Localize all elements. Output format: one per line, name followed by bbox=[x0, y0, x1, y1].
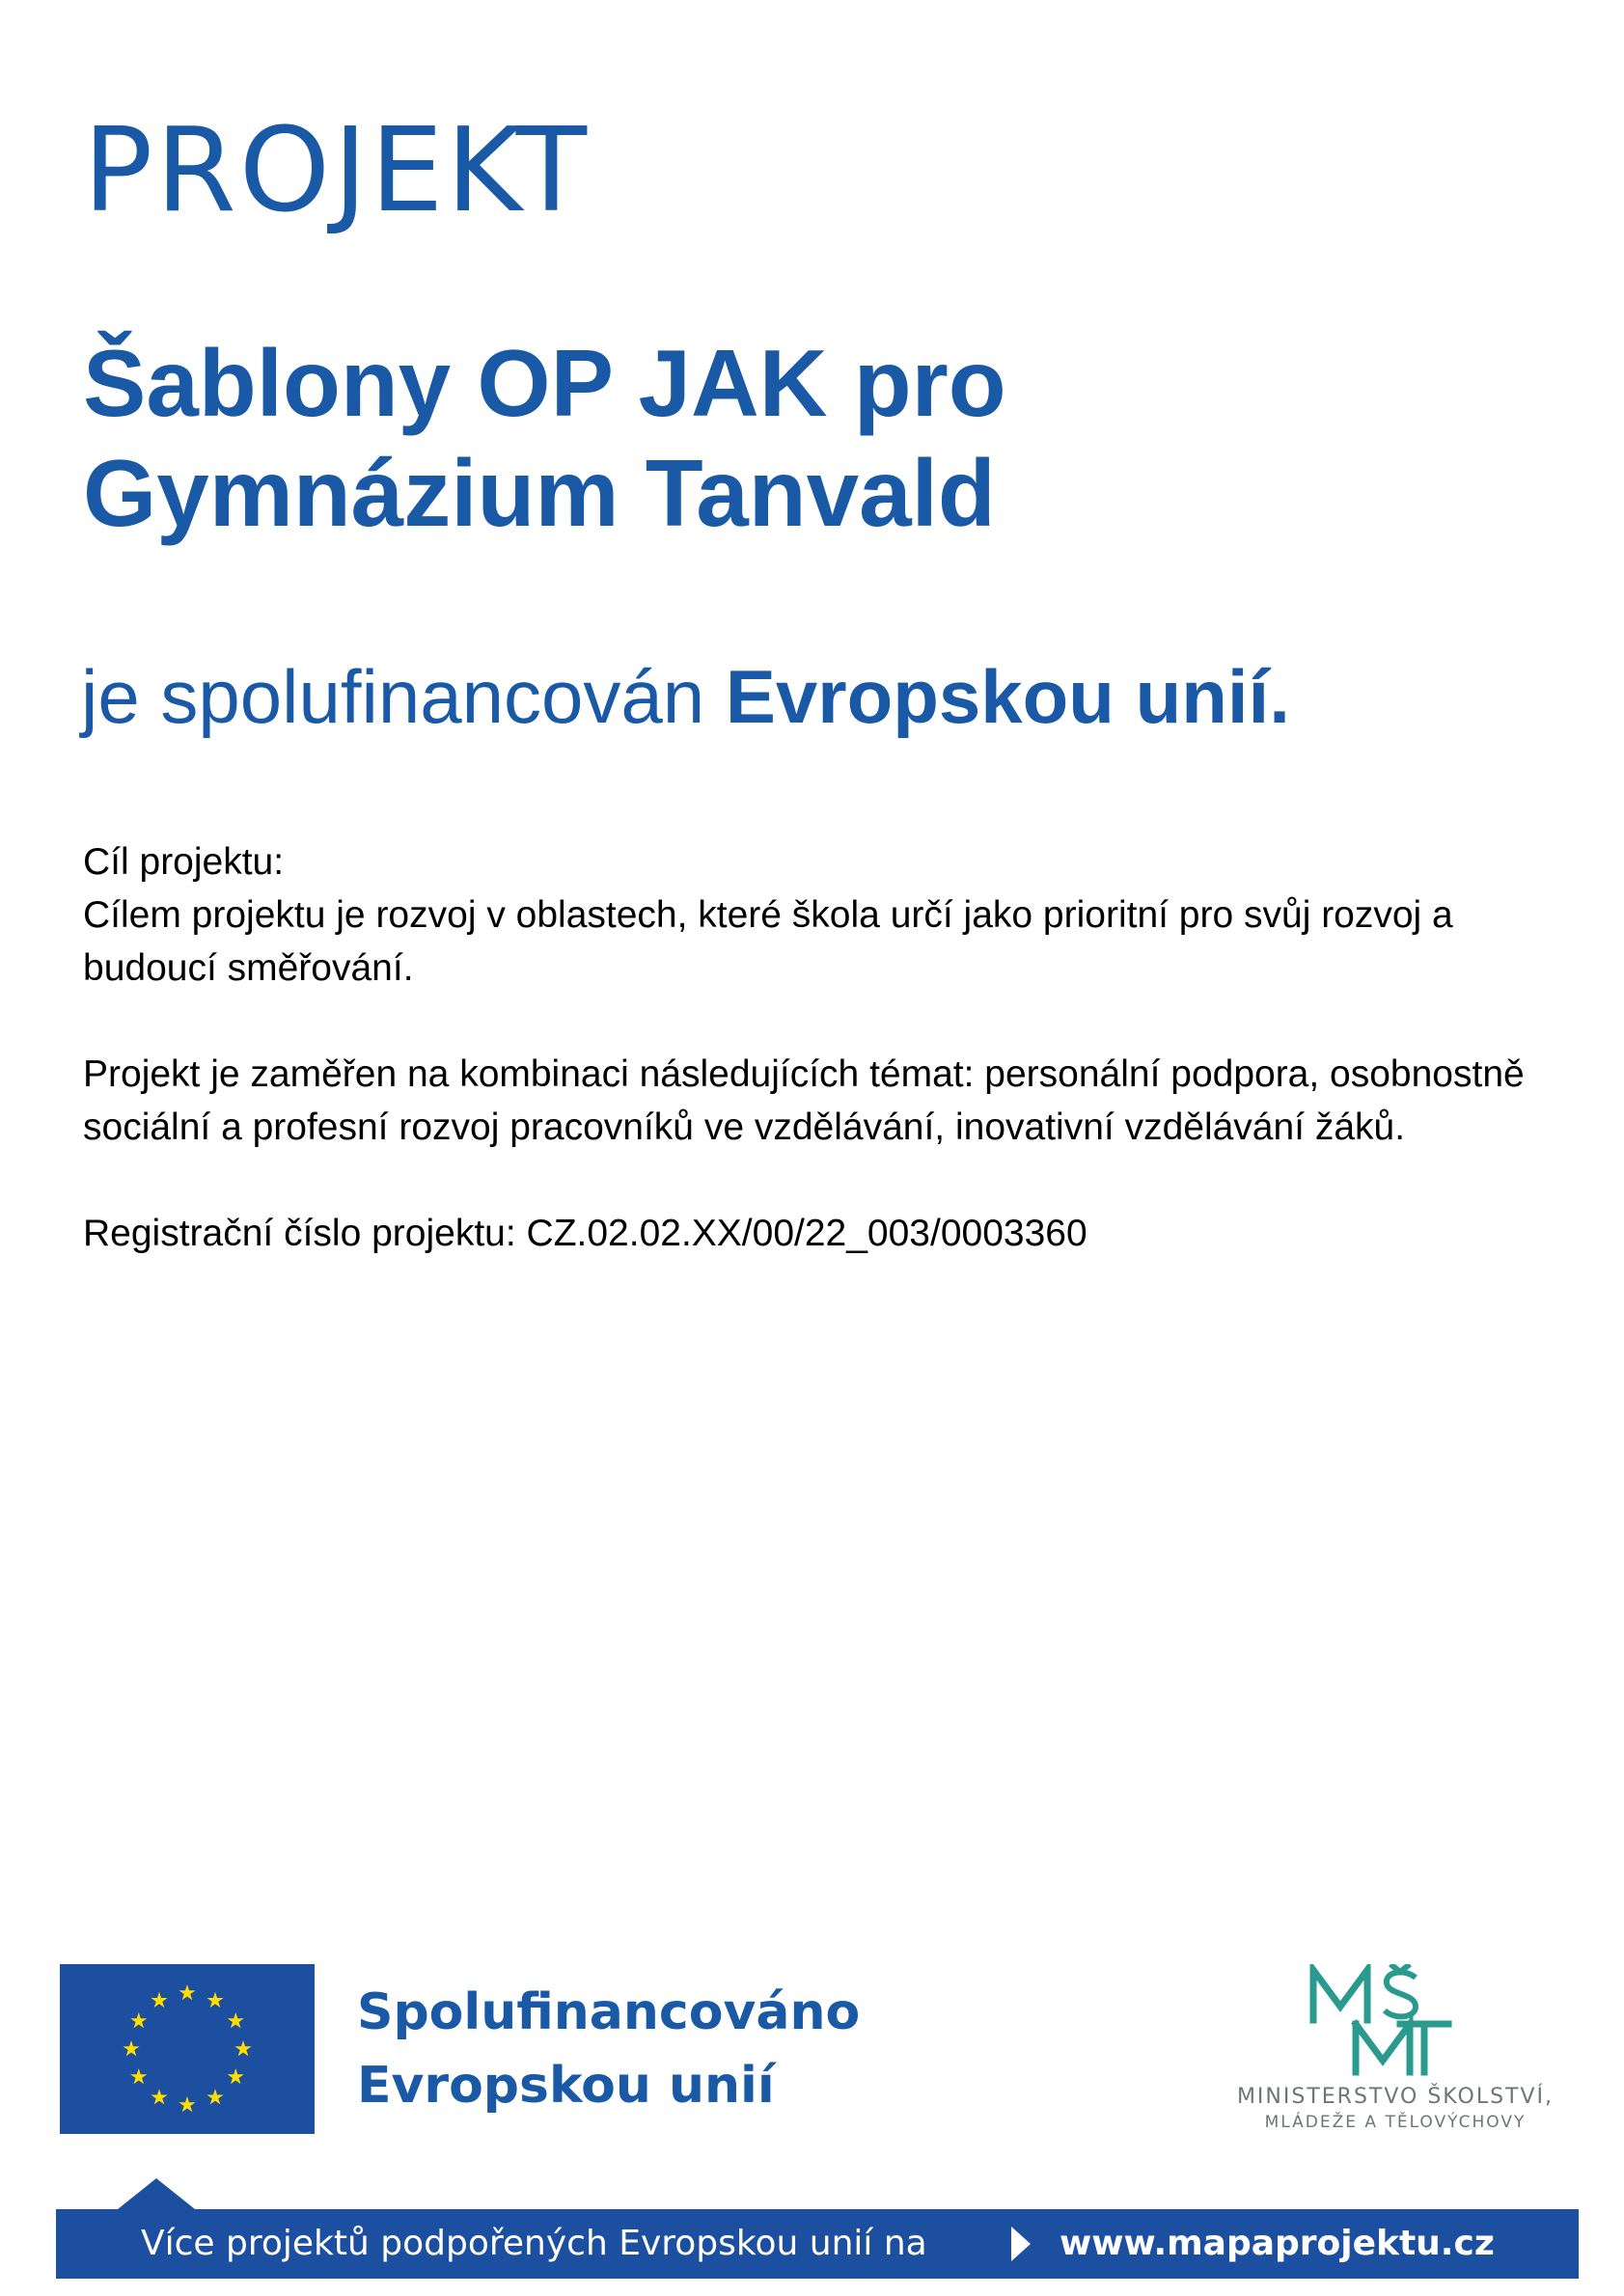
eu-star-icon bbox=[130, 2068, 147, 2084]
eu-star-icon bbox=[206, 2089, 223, 2104]
topics-text: Projekt je zaměřen na kombinaci následujících témat: personální podpora, osobnostně sociální a profesní rozvoj pracovníků ve vzdělávání, inovativní vzdělávání žáků. bbox=[83, 1053, 1525, 1148]
msmt-logo-icon bbox=[1307, 1964, 1452, 2078]
registration-number: Registrační číslo projektu: CZ.02.02.XX/00/22_003/0003360 bbox=[83, 1213, 1087, 1254]
goal-text: Cílem projektu je rozvoj v oblastech, které škola určí jako prioritní pro svůj rozvoj a budoucí směřování. bbox=[83, 894, 1453, 989]
banner-url-link[interactable]: www.mapaprojektu.cz bbox=[1060, 2224, 1495, 2263]
eu-flag-stars bbox=[60, 1964, 315, 2134]
eu-star-icon bbox=[206, 1992, 223, 2008]
eu-star-icon bbox=[234, 2040, 251, 2056]
cofinancing-statement-bold: Evropskou unií. bbox=[725, 654, 1290, 739]
cofinancing-statement-regular: je spolufinancován bbox=[81, 654, 726, 739]
ministry-name bbox=[1212, 2084, 1579, 2134]
cofinancing-statement bbox=[81, 650, 1290, 743]
eu-cofunded-line2: Evropskou unií bbox=[357, 2057, 775, 2115]
banner-tab bbox=[118, 2178, 195, 2209]
eu-star-icon bbox=[179, 1984, 195, 2000]
ministry-name-line2: MLÁDEŽE A TĚLOVÝCHOVY bbox=[1264, 2113, 1527, 2132]
play-arrow-icon bbox=[1009, 2227, 1032, 2261]
eu-star-icon bbox=[151, 1992, 167, 2008]
project-map-banner bbox=[56, 2209, 1579, 2279]
page-kicker: PROJEKT bbox=[83, 104, 591, 238]
eu-flag-icon bbox=[60, 1964, 315, 2134]
eu-cofunded-label bbox=[357, 1976, 860, 2122]
eu-star-icon bbox=[151, 2089, 167, 2104]
eu-star-icon bbox=[228, 2012, 244, 2028]
ministry-name-line1: MINISTERSTVO ŠKOLSTVÍ, bbox=[1236, 2085, 1555, 2109]
eu-star-icon bbox=[130, 2012, 147, 2028]
goal-label: Cíl projektu: bbox=[83, 841, 285, 883]
eu-star-icon bbox=[228, 2068, 244, 2084]
project-title bbox=[83, 328, 1337, 548]
project-description bbox=[83, 835, 1569, 1260]
eu-cofunded-line1: Spolufinancováno bbox=[357, 1983, 861, 2041]
eu-star-icon bbox=[179, 2096, 195, 2112]
project-title-line1: Šablony OP JAK pro bbox=[83, 330, 1006, 436]
eu-star-icon bbox=[123, 2040, 139, 2056]
project-title-line2: Gymnázium Tanvald bbox=[83, 440, 996, 546]
banner-text: Více projektů podpořených Evropskou unií na bbox=[141, 2224, 927, 2263]
